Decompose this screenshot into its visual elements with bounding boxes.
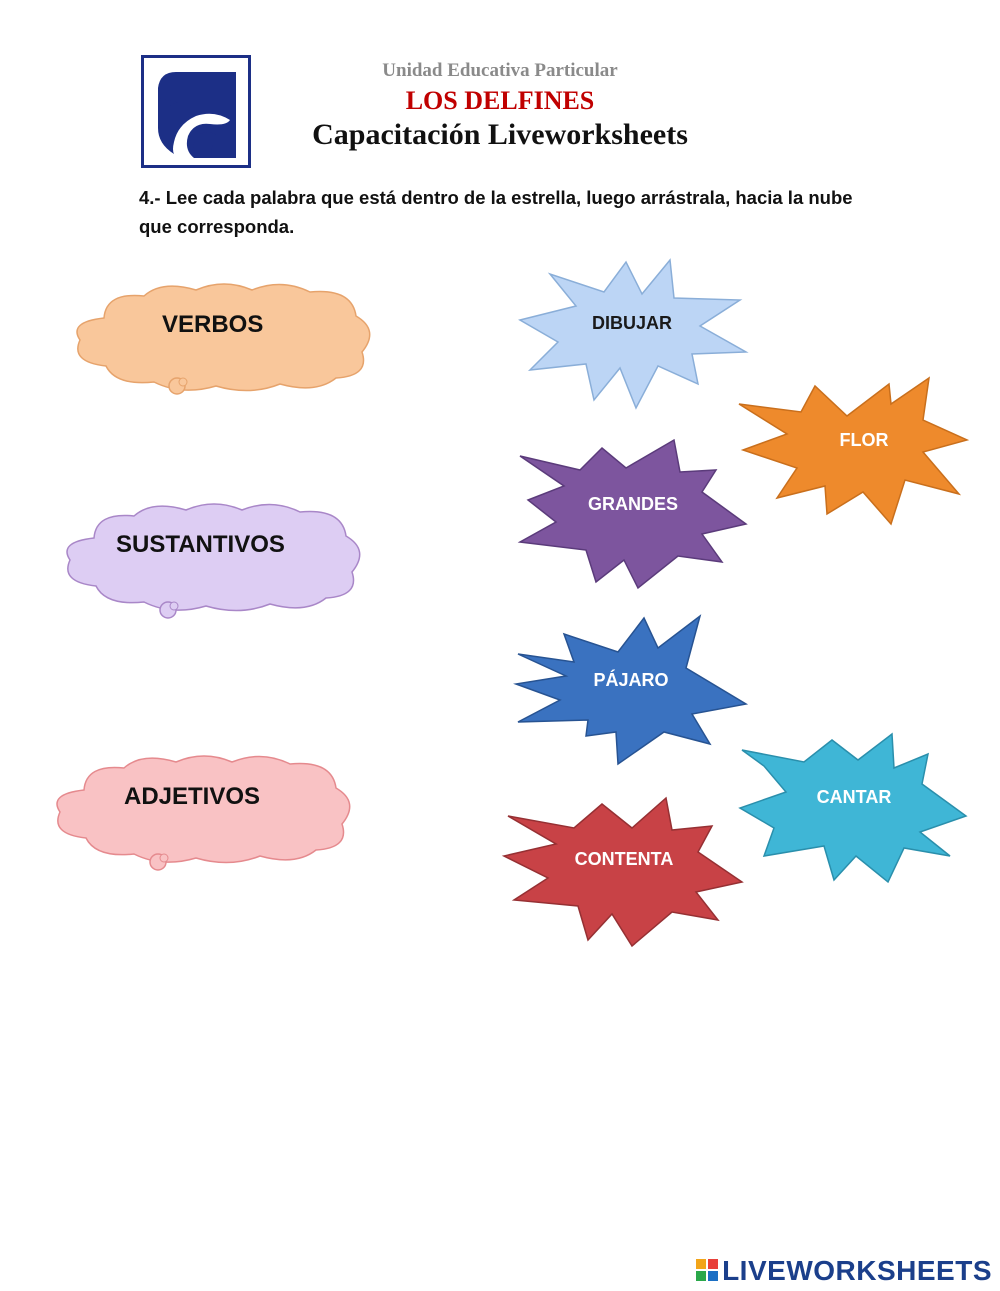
star-grandes[interactable]	[516, 438, 750, 590]
instructions: 4.- Lee cada palabra que está dentro de la estrella, luego arrástrala, hacia la nube que corresponda.	[139, 187, 853, 237]
star-cantar[interactable]	[738, 732, 970, 884]
star-pajaro[interactable]	[514, 614, 748, 766]
school-name: LOS DELFINES	[405, 86, 595, 115]
star-shape	[738, 732, 970, 884]
star-dibujar[interactable]	[516, 258, 748, 410]
star-label: PÁJARO	[593, 670, 669, 690]
brand-text: LIVEWORKSHEETS	[722, 1255, 992, 1286]
star-label: GRANDES	[587, 494, 678, 514]
cloud-shape	[48, 750, 358, 878]
cloud-label: SUSTANTIVOS	[116, 531, 285, 558]
cloud-shape	[66, 278, 378, 404]
liveworksheets-mark-icon	[696, 1259, 718, 1283]
star-flor[interactable]	[737, 376, 971, 526]
cloud-label: ADJETIVOS	[124, 783, 261, 810]
cloud-adjetivos[interactable]	[48, 750, 358, 878]
star-label: CANTAR	[816, 787, 892, 807]
star-label: DIBUJAR	[591, 313, 672, 333]
star-contenta[interactable]	[502, 796, 746, 948]
star-shape	[502, 796, 746, 948]
school-type: Unidad Educativa Particular	[382, 60, 618, 81]
cloud-label: VERBOS	[162, 311, 264, 338]
cloud-shape	[58, 498, 368, 626]
star-label: FLOR	[839, 430, 889, 450]
liveworksheets-brand	[696, 1254, 992, 1288]
course-title: Capacitación Liveworksheets	[312, 118, 688, 151]
cloud-sustantivos[interactable]	[58, 498, 368, 626]
star-label: CONTENTA	[574, 849, 674, 869]
star-shape	[516, 258, 748, 410]
cloud-verbos[interactable]	[66, 278, 378, 404]
star-shape	[737, 376, 971, 526]
